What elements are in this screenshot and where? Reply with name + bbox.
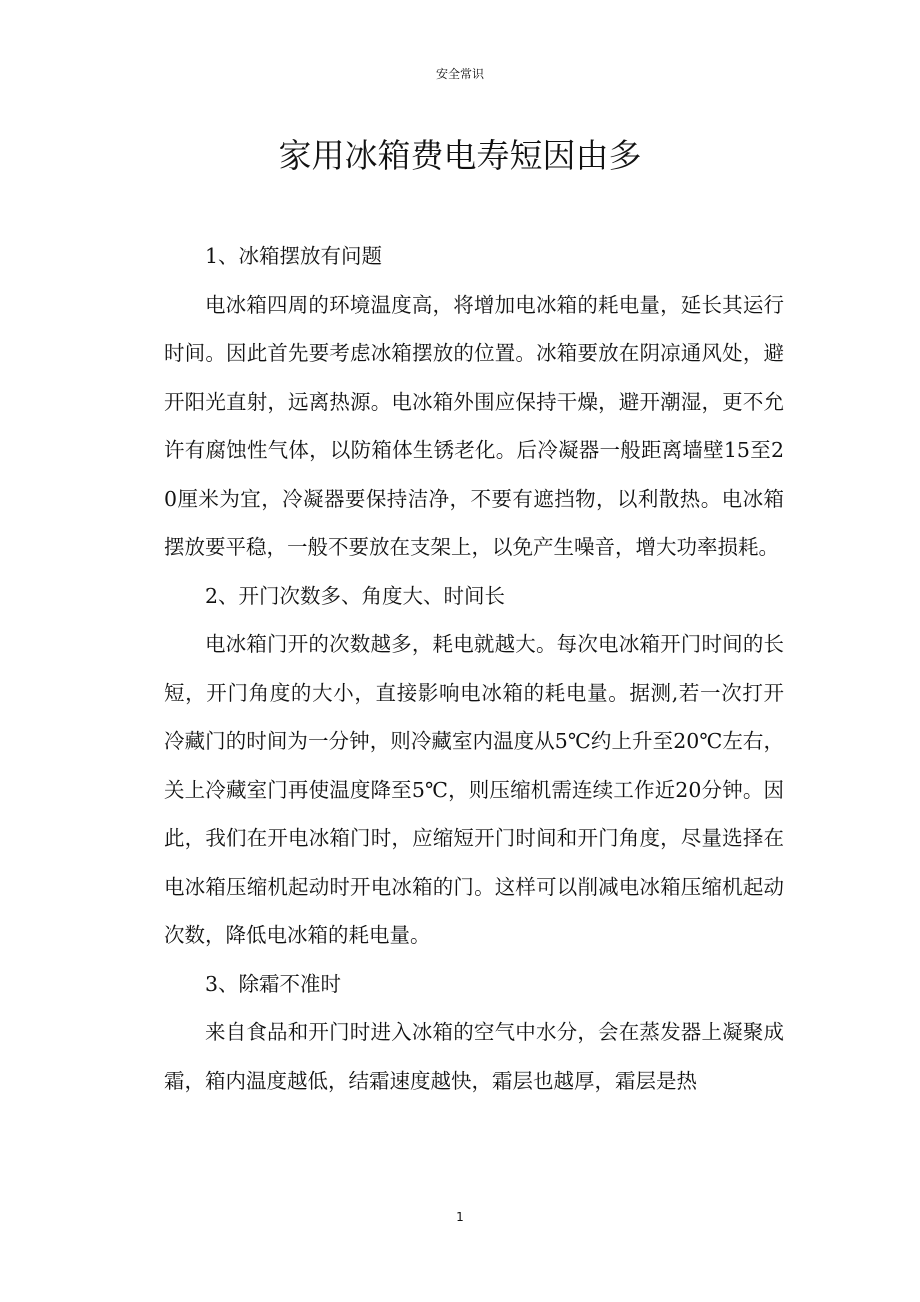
section-paragraph: 来自食品和开门时进入冰箱的空气中水分，会在蒸发器上凝聚成霜，箱内温度越低，结霜速度越快，霜层也越厚，霜层是热	[164, 1020, 784, 1093]
section-paragraph: 电冰箱门开的次数越多，耗电就越大。每次电冰箱开门时间的长短，开门角度的大小，直接影响电冰箱的耗电量。据测,若一次打开冷藏门的时间为一分钟，则冷藏室内温度从5℃约上升至20℃左右，关上冷藏室门再使温度降至5℃，则压缩机需连续工作近20分钟。因此，我们在开电冰箱门时，应缩短开门时间和开门角度，尽量选择在电冰箱压缩机起动时开电冰箱的门。这样可以削减电冰箱压缩机起动次数，降低电冰箱的耗电量。	[164, 632, 784, 947]
section-heading: 2、开门次数多、角度大、时间长	[205, 583, 506, 608]
section-heading: 1、冰箱摆放有问题	[205, 244, 383, 268]
document-title: 家用冰箱费电寿短因由多	[278, 136, 642, 175]
section-heading: 3、除霜不准时	[205, 971, 342, 996]
page-number: 1	[456, 1210, 464, 1224]
page-header: 安全常识	[435, 67, 484, 81]
section-paragraph: 电冰箱四周的环境温度高，将增加电冰箱的耗电量，延长其运行时间。因此首先要考虑冰箱摆放的位置。冰箱要放在阴凉通风处，避开阳光直射，远离热源。电冰箱外围应保持干燥，避开潮湿，更不允许有腐蚀性气体，以防箱体生锈老化。后冷凝器一般距离墙壁15至20厘米为宜，冷凝器要保持洁净，不要有遮挡物，以利散热。电冰箱摆放要平稳，一般不要放在支架上，以免产生噪音，增大功率损耗。	[164, 292, 784, 559]
document-body	[164, 232, 784, 1105]
